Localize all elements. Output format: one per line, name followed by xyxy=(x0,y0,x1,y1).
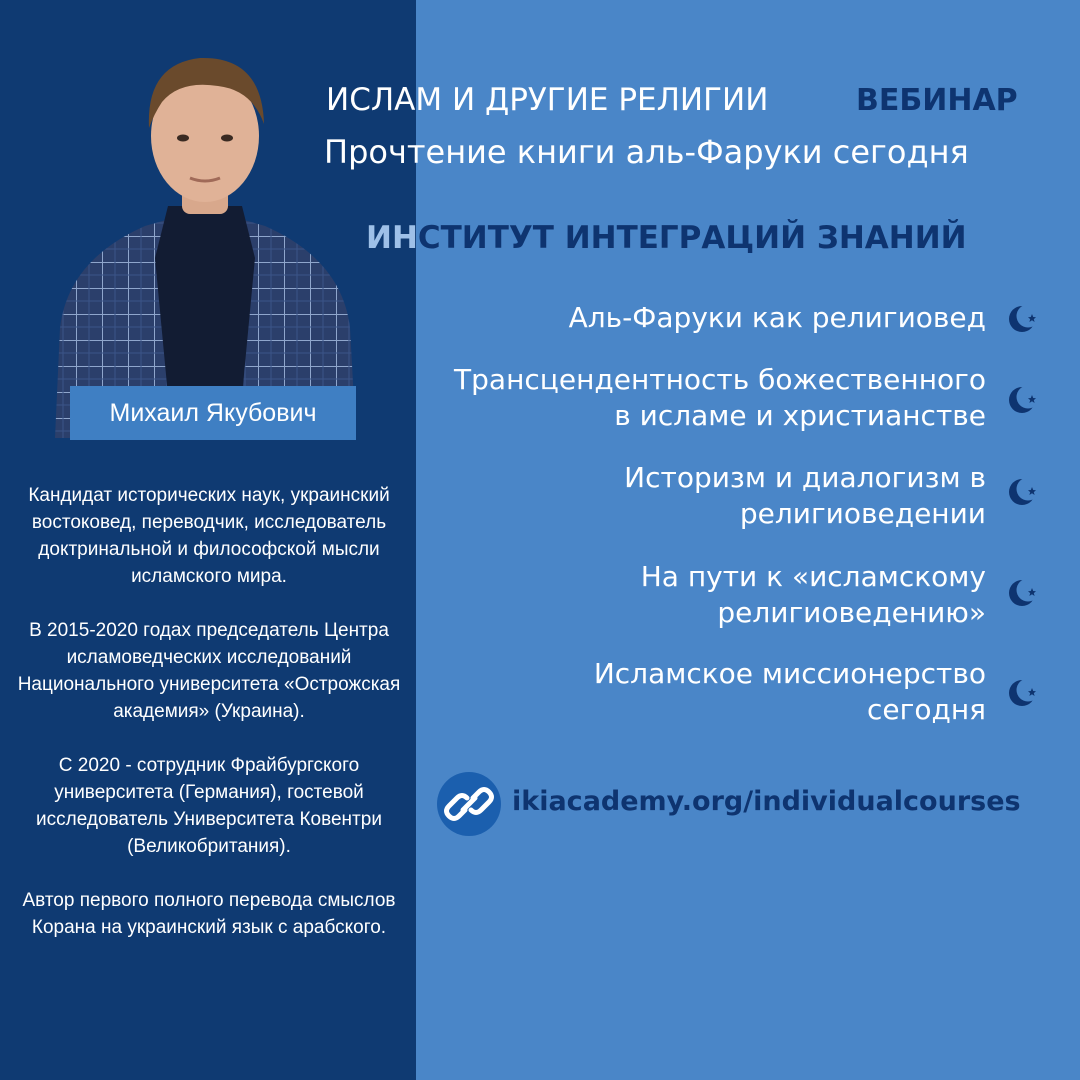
crescent-star-icon xyxy=(1006,577,1038,609)
crescent-star-icon xyxy=(1006,384,1038,416)
crescent-star-icon xyxy=(1006,476,1038,508)
topic-line: Аль-Фаруки как религиовед xyxy=(568,301,986,334)
bio-paragraph: С 2020 - сотрудник Фрайбургского университета (Германия), гостевой исследователь Университета Ковентри (Великобритания). xyxy=(36,755,382,857)
website-link[interactable]: ikiacademy.org/individualcourses xyxy=(512,786,1021,817)
speaker-bio xyxy=(14,482,404,968)
crescent-star-icon xyxy=(1006,677,1038,709)
speaker-name: Михаил Якубович xyxy=(109,398,317,427)
institute-name-prefix: ИН xyxy=(366,220,418,256)
topic-line: религиоведению» xyxy=(717,596,986,629)
institute-name xyxy=(366,220,967,256)
speaker-name-box xyxy=(70,386,356,440)
topic-line: Историзм и диалогизм в xyxy=(624,461,986,494)
event-title: ИСЛАМ И ДРУГИЕ РЕЛИГИИ xyxy=(326,82,769,118)
topic-line: Трансцендентность божественного xyxy=(454,363,986,396)
topic-line: в исламе и христианстве xyxy=(614,399,986,432)
topic-item xyxy=(569,300,986,336)
crescent-star-icon xyxy=(1006,303,1038,335)
topic-line: На пути к «исламскому xyxy=(640,560,986,593)
topic-line: религиоведении xyxy=(739,497,986,530)
bio-paragraph: В 2015-2020 годах председатель Центра исламоведческих исследований Национального университета «Острожская академия» (Украина). xyxy=(17,620,401,722)
topic-item xyxy=(624,460,986,532)
bio-paragraph: Кандидат исторических наук, украинский востоковед, переводчик, исследователь доктринальной и философской мысли исламского мира. xyxy=(28,485,390,587)
topic-item xyxy=(594,656,986,728)
topic-line: сегодня xyxy=(867,693,986,726)
webinar-badge: ВЕБИНАР xyxy=(856,83,1018,118)
topic-item xyxy=(641,559,986,631)
topic-item xyxy=(454,362,986,434)
institute-name-rest: СТИТУТ ИНТЕГРАЦИЙ ЗНАНИЙ xyxy=(417,220,967,256)
event-subtitle: Прочтение книги аль-Фаруки сегодня xyxy=(324,133,969,171)
link-icon[interactable] xyxy=(437,772,501,836)
bio-paragraph: Автор первого полного перевода смыслов Корана на украинский язык с арабского. xyxy=(22,890,396,938)
topic-line: Исламское миссионерство xyxy=(593,657,986,690)
speaker-photo xyxy=(50,28,360,438)
